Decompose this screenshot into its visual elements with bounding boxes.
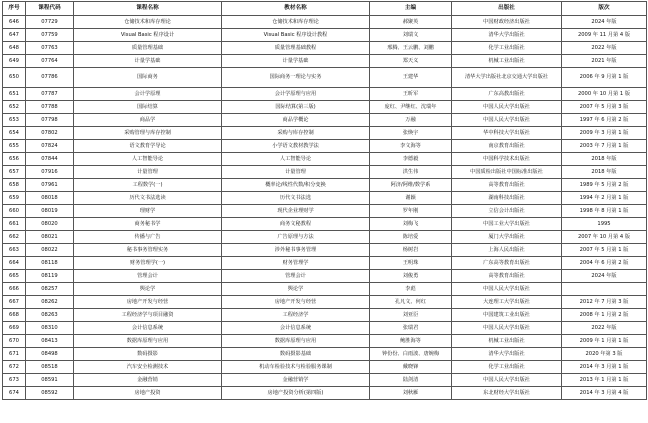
- textbook-name-cell: 仓储技术和库存理论: [222, 16, 370, 29]
- row-index-cell: 666: [3, 283, 26, 296]
- course-code-cell: 08021: [26, 231, 74, 244]
- course-name-cell: 仓储技术和库存理论: [74, 16, 222, 29]
- course-name-cell: 财务管理学(一): [74, 257, 222, 270]
- course-name-cell: 国际商务: [74, 68, 222, 88]
- textbook-name-cell: 机动车检验技术与检验服务课制: [222, 361, 370, 374]
- edition-cell: 2012 年 7 月第 3 版: [562, 296, 647, 309]
- editor-cell: 杨树岩: [370, 244, 452, 257]
- row-index-cell: 668: [3, 309, 26, 322]
- editor-cell: 庞红、尹继红、沈瑞年: [370, 101, 452, 114]
- course-name-cell: 计量管理: [74, 166, 222, 179]
- table-row: [3, 361, 647, 374]
- row-index-cell: 669: [3, 322, 26, 335]
- publisher-cell: 高等教育出版社: [452, 270, 562, 283]
- edition-cell: 2008 年 1 月第 2 版: [562, 309, 647, 322]
- publisher-cell: 中国人民大学出版社: [452, 322, 562, 335]
- editor-cell: 万融: [370, 114, 452, 127]
- row-index-cell: 648: [3, 42, 26, 55]
- header-editor: 主编: [370, 2, 452, 16]
- edition-cell: 1998 年 8 月第 1 版: [562, 205, 647, 218]
- course-name-cell: 管理会计: [74, 270, 222, 283]
- textbook-name-cell: 金融营销学: [222, 374, 370, 387]
- header-index: 序号: [3, 2, 26, 16]
- row-index-cell: 659: [3, 192, 26, 205]
- textbook-name-cell: 人工智能导论: [222, 153, 370, 166]
- row-index-cell: 671: [3, 348, 26, 361]
- publisher-cell: 中国工业大学出版社: [452, 218, 562, 231]
- editor-cell: 谢颖: [370, 192, 452, 205]
- row-index-cell: 656: [3, 153, 26, 166]
- table-row: [3, 29, 647, 42]
- publisher-cell: 机械工业出版社: [452, 55, 562, 68]
- table-row: [3, 231, 647, 244]
- row-index-cell: 655: [3, 140, 26, 153]
- course-name-cell: 会计信息系统: [74, 322, 222, 335]
- editor-cell: 王明珠: [370, 257, 452, 270]
- row-index-cell: 651: [3, 88, 26, 101]
- course-code-cell: 07798: [26, 114, 74, 127]
- publisher-cell: 高等教育出版社: [452, 179, 562, 192]
- course-name-cell: 计量学基础: [74, 55, 222, 68]
- editor-cell: 王昕军: [370, 88, 452, 101]
- table-row: [3, 322, 647, 335]
- publisher-cell: 中国人民大学出版社: [452, 283, 562, 296]
- row-index-cell: 660: [3, 205, 26, 218]
- textbook-name-cell: 小学语文教材教学法: [222, 140, 370, 153]
- textbook-name-cell: 计量管理: [222, 166, 370, 179]
- table-row: [3, 296, 647, 309]
- textbook-name-cell: 质量管理基础教程: [222, 42, 370, 55]
- editor-cell: 郑天义: [370, 55, 452, 68]
- textbook-name-cell: 财务管理学: [222, 257, 370, 270]
- course-code-cell: 08022: [26, 244, 74, 257]
- textbook-name-cell: 数据库原理与应用: [222, 335, 370, 348]
- row-index-cell: 672: [3, 361, 26, 374]
- edition-cell: 2018 年版: [562, 153, 647, 166]
- edition-cell: 2018 年版: [562, 166, 647, 179]
- table-row: [3, 257, 647, 270]
- editor-cell: 阿济/阿维/数学系: [370, 179, 452, 192]
- editor-cell: 鲍胜海等: [370, 335, 452, 348]
- course-code-cell: 08019: [26, 205, 74, 218]
- course-code-cell: 08592: [26, 387, 74, 400]
- publisher-cell: 中国人民大学出版社: [452, 374, 562, 387]
- table-row: [3, 88, 647, 101]
- publisher-cell: 上海人民出版社: [452, 244, 562, 257]
- course-code-cell: 08119: [26, 270, 74, 283]
- edition-cell: 2000 年 10 月第 1 版: [562, 88, 647, 101]
- editor-cell: 刘亚臣: [370, 309, 452, 322]
- table-row: [3, 335, 647, 348]
- course-name-cell: 传播与广告: [74, 231, 222, 244]
- editor-cell: 李德毅: [370, 153, 452, 166]
- editor-cell: 戴晓锋: [370, 361, 452, 374]
- publisher-cell: 化学工业出版社: [452, 42, 562, 55]
- publisher-cell: 清华大学出版社北京交通大学出版社: [452, 68, 562, 88]
- publisher-cell: 中国人民大学出版社: [452, 114, 562, 127]
- table-row: [3, 153, 647, 166]
- course-name-cell: 历代文书法选读: [74, 192, 222, 205]
- course-code-cell: 07961: [26, 179, 74, 192]
- textbook-name-cell: 现代企业理财学: [222, 205, 370, 218]
- row-index-cell: 654: [3, 127, 26, 140]
- table-row: [3, 16, 647, 29]
- edition-cell: 1989 年 5 月第 2 版: [562, 179, 647, 192]
- textbook-name-cell: 概率论/线性代数/积分变换: [222, 179, 370, 192]
- publisher-cell: 中国质检出版社中国标准出版社: [452, 166, 562, 179]
- table-row: [3, 127, 647, 140]
- row-index-cell: 661: [3, 218, 26, 231]
- table-body: [3, 16, 647, 400]
- table-row: [3, 101, 647, 114]
- publisher-cell: 广东高教出版社: [452, 88, 562, 101]
- table-row: [3, 387, 647, 400]
- course-code-cell: 07824: [26, 140, 74, 153]
- course-code-cell: 08262: [26, 296, 74, 309]
- editor-cell: 刘梅飞: [370, 218, 452, 231]
- edition-cell: 2006 年 9 月第 1 版: [562, 68, 647, 88]
- course-code-cell: 07764: [26, 55, 74, 68]
- publisher-cell: 中国财政经济出版社: [452, 16, 562, 29]
- textbook-name-cell: 商务文秘教程: [222, 218, 370, 231]
- textbook-name-cell: 会计信息系统: [222, 322, 370, 335]
- textbook-name-cell: 国际商务一理论与实务: [222, 68, 370, 88]
- course-name-cell: 质量管理基础: [74, 42, 222, 55]
- edition-cell: 2009 年 3 月第 1 版: [562, 127, 647, 140]
- course-name-cell: 数码摄影: [74, 348, 222, 361]
- header-course-name: 课程名称: [74, 2, 222, 16]
- edition-cell: 1997 年 6 月第 2 版: [562, 114, 647, 127]
- edition-cell: 2013 年 1 月第 1 版: [562, 374, 647, 387]
- course-name-cell: 语文教育学导论: [74, 140, 222, 153]
- edition-cell: 2014 年 3 月第 1 版: [562, 361, 647, 374]
- textbook-name-cell: 管理会计: [222, 270, 370, 283]
- course-code-cell: 07787: [26, 88, 74, 101]
- course-name-cell: 房地产开发与经营: [74, 296, 222, 309]
- editor-cell: 郝聚英: [370, 16, 452, 29]
- publisher-cell: 广东高等教育出版社: [452, 257, 562, 270]
- edition-cell: 2024 年版: [562, 270, 647, 283]
- publisher-cell: 化学工业出版社: [452, 361, 562, 374]
- course-code-cell: 07802: [26, 127, 74, 140]
- row-index-cell: 649: [3, 55, 26, 68]
- table-row: [3, 348, 647, 361]
- textbook-name-cell: 广告原理与方法: [222, 231, 370, 244]
- course-code-cell: 07763: [26, 42, 74, 55]
- table-row: [3, 205, 647, 218]
- publisher-cell: 厦门大学出版社: [452, 231, 562, 244]
- edition-cell: 2022 年版: [562, 42, 647, 55]
- publisher-cell: 清华大学出版社: [452, 29, 562, 42]
- course-name-cell: 汽车安全检测技术: [74, 361, 222, 374]
- publisher-cell: 立信会计出版社: [452, 205, 562, 218]
- table-row: [3, 218, 647, 231]
- course-code-cell: 07916: [26, 166, 74, 179]
- course-code-cell: 07729: [26, 16, 74, 29]
- course-code-cell: 08518: [26, 361, 74, 374]
- row-index-cell: 647: [3, 29, 26, 42]
- editor-cell: 刘瑞文: [370, 29, 452, 42]
- table-row: [3, 179, 647, 192]
- course-code-cell: 08413: [26, 335, 74, 348]
- editor-cell: 陈培爱: [370, 231, 452, 244]
- course-name-cell: 工程经济学与项目融资: [74, 309, 222, 322]
- publisher-cell: 东北财经大学出版社: [452, 387, 562, 400]
- publisher-cell: 南京教育出版社: [452, 140, 562, 153]
- course-name-cell: 会计学原理: [74, 88, 222, 101]
- publisher-cell: 中国科学技术出版社: [452, 153, 562, 166]
- course-code-cell: 08020: [26, 218, 74, 231]
- textbook-name-cell: 房地产投资分析(第四版): [222, 387, 370, 400]
- textbook-name-cell: 采购与库存控制: [222, 127, 370, 140]
- course-code-cell: 08118: [26, 257, 74, 270]
- publisher-cell: 中国建筑工业出版社: [452, 309, 562, 322]
- editor-cell: 洪生伟: [370, 166, 452, 179]
- course-name-cell: 理财学: [74, 205, 222, 218]
- course-textbook-table: [2, 1, 647, 400]
- edition-cell: 2021 年版: [562, 55, 647, 68]
- course-name-cell: 商务秘书学: [74, 218, 222, 231]
- edition-cell: 2009 年 1 月第 1 版: [562, 335, 647, 348]
- course-name-cell: 采购管理与库存控制: [74, 127, 222, 140]
- textbook-name-cell: Visual Basic 程序设计教程: [222, 29, 370, 42]
- edition-cell: 2007 年 5 月第 3 版: [562, 101, 647, 114]
- publisher-cell: 中国人民大学出版社: [452, 101, 562, 114]
- table-row: [3, 114, 647, 127]
- course-name-cell: Visual Basic 程序设计: [74, 29, 222, 42]
- row-index-cell: 658: [3, 179, 26, 192]
- row-index-cell: 664: [3, 257, 26, 270]
- course-name-cell: 秘书事务管理实务: [74, 244, 222, 257]
- row-index-cell: 674: [3, 387, 26, 400]
- table-row: [3, 166, 647, 179]
- textbook-name-cell: 会计学原理与应用: [222, 88, 370, 101]
- course-name-cell: 人工智能导论: [74, 153, 222, 166]
- course-code-cell: 07786: [26, 68, 74, 88]
- edition-cell: 2020 年第 3 版: [562, 348, 647, 361]
- row-index-cell: 662: [3, 231, 26, 244]
- course-name-cell: 国际结算: [74, 101, 222, 114]
- course-name-cell: 舆论学: [74, 283, 222, 296]
- edition-cell: 2004 年 6 月第 2 版: [562, 257, 647, 270]
- publisher-cell: 大连理工大学出版社: [452, 296, 562, 309]
- editor-cell: 王建华: [370, 68, 452, 88]
- textbook-name-cell: 历代文书法选: [222, 192, 370, 205]
- publisher-cell: 华中科技大学出版社: [452, 127, 562, 140]
- row-index-cell: 673: [3, 374, 26, 387]
- edition-cell: 2014 年 3 月第 4 版: [562, 387, 647, 400]
- row-index-cell: 670: [3, 335, 26, 348]
- row-index-cell: 667: [3, 296, 26, 309]
- edition-cell: 2003 年 7 月第 1 版: [562, 140, 647, 153]
- course-code-cell: 07759: [26, 29, 74, 42]
- editor-cell: 邢腾、王云鹏、刘鹏: [370, 42, 452, 55]
- table-row: [3, 68, 647, 88]
- header-publisher: 出版社: [452, 2, 562, 16]
- row-index-cell: 665: [3, 270, 26, 283]
- table-row: [3, 309, 647, 322]
- row-index-cell: 653: [3, 114, 26, 127]
- table-row: [3, 192, 647, 205]
- textbook-name-cell: 计量学基础: [222, 55, 370, 68]
- textbook-name-cell: 涉外秘书事务管理: [222, 244, 370, 257]
- course-code-cell: 08018: [26, 192, 74, 205]
- course-code-cell: 08591: [26, 374, 74, 387]
- textbook-name-cell: 国际结算(第三版): [222, 101, 370, 114]
- edition-cell: 2007 年 10 月第 4 版: [562, 231, 647, 244]
- table-row: [3, 140, 647, 153]
- editor-cell: 刘秋雁: [370, 387, 452, 400]
- publisher-cell: 机械工业出版社: [452, 335, 562, 348]
- course-code-cell: 07844: [26, 153, 74, 166]
- edition-cell: 2022 年版: [562, 322, 647, 335]
- course-code-cell: 08257: [26, 283, 74, 296]
- publisher-cell: 清华大学出版社: [452, 348, 562, 361]
- editor-cell: 刘俊勇: [370, 270, 452, 283]
- table-row: [3, 283, 647, 296]
- editor-cell: 李文海等: [370, 140, 452, 153]
- textbook-name-cell: 舆论学: [222, 283, 370, 296]
- edition-cell: 2024 年版: [562, 16, 647, 29]
- textbook-name-cell: 工程经济学: [222, 309, 370, 322]
- course-name-cell: 数据库原理与应用: [74, 335, 222, 348]
- course-textbook-table-container: [2, 1, 646, 400]
- editor-cell: 李彪: [370, 283, 452, 296]
- editor-cell: 罗年刚: [370, 205, 452, 218]
- table-row: [3, 244, 647, 257]
- header-textbook-name: 教材名称: [222, 2, 370, 16]
- course-name-cell: 金融营销: [74, 374, 222, 387]
- edition-cell: [562, 283, 647, 296]
- textbook-name-cell: 房地产开发与经营: [222, 296, 370, 309]
- course-name-cell: 房地产投资: [74, 387, 222, 400]
- row-index-cell: 650: [3, 68, 26, 88]
- editor-cell: 孔凡文、何红: [370, 296, 452, 309]
- course-code-cell: 08263: [26, 309, 74, 322]
- editor-cell: 钟份份、白雨波、唐婉梅: [370, 348, 452, 361]
- table-row: [3, 42, 647, 55]
- header-course-code: 课程代码: [26, 2, 74, 16]
- editor-cell: 张焕宇: [370, 127, 452, 140]
- header-edition: 版次: [562, 2, 647, 16]
- edition-cell: 2009 年 11 月第 4 版: [562, 29, 647, 42]
- table-row: [3, 270, 647, 283]
- edition-cell: 1995: [562, 218, 647, 231]
- table-row: [3, 374, 647, 387]
- course-name-cell: 商品学: [74, 114, 222, 127]
- editor-cell: 张瑞君: [370, 322, 452, 335]
- publisher-cell: 湖南科技出版社: [452, 192, 562, 205]
- table-row: [3, 55, 647, 68]
- edition-cell: 2007 年 5 月第 1 版: [562, 244, 647, 257]
- textbook-name-cell: 数码摄影基础: [222, 348, 370, 361]
- textbook-name-cell: 商品学概论: [222, 114, 370, 127]
- edition-cell: 1994 年 2 月第 1 版: [562, 192, 647, 205]
- course-code-cell: 07788: [26, 101, 74, 114]
- course-code-cell: 08310: [26, 322, 74, 335]
- row-index-cell: 646: [3, 16, 26, 29]
- row-index-cell: 652: [3, 101, 26, 114]
- table-header-row: [3, 2, 647, 16]
- row-index-cell: 663: [3, 244, 26, 257]
- course-name-cell: 工程数学(一): [74, 179, 222, 192]
- course-code-cell: 08498: [26, 348, 74, 361]
- editor-cell: 陆剑清: [370, 374, 452, 387]
- row-index-cell: 657: [3, 166, 26, 179]
